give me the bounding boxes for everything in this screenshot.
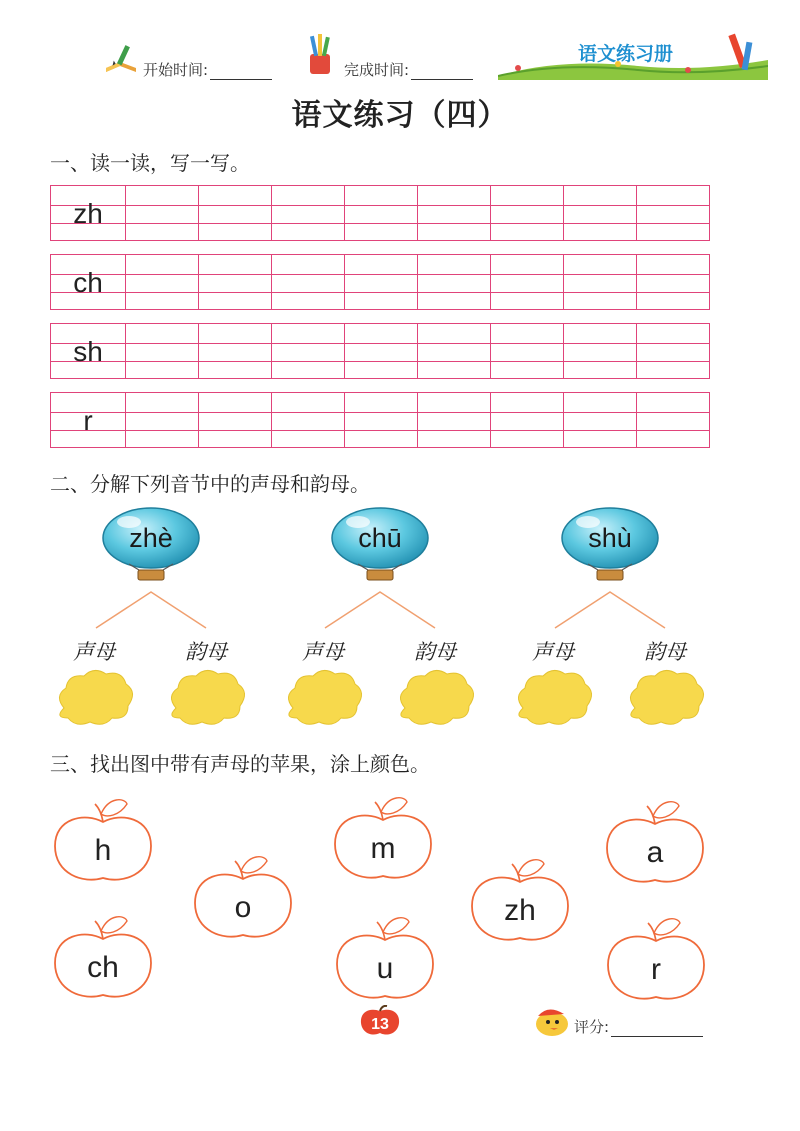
start-time-label: 开始时间: bbox=[143, 61, 209, 79]
apple-field bbox=[0, 780, 800, 1010]
grid-cell-divider bbox=[198, 324, 199, 378]
finish-time-label: 完成时间: bbox=[344, 61, 410, 79]
syllable-text: zhè bbox=[129, 523, 173, 553]
initial-label: 声母 bbox=[73, 640, 115, 664]
grid-row bbox=[50, 185, 710, 241]
grid-row-label: sh bbox=[73, 336, 103, 367]
chick-icon bbox=[530, 1002, 572, 1038]
syllable-balloon bbox=[562, 508, 658, 580]
grid-cell-divider bbox=[490, 324, 491, 378]
grid-cell-divider bbox=[417, 393, 418, 447]
grid-cell-divider bbox=[636, 393, 637, 447]
leaf-icon bbox=[653, 802, 679, 818]
initial-label: 声母 bbox=[532, 640, 574, 664]
answer-cloud[interactable] bbox=[518, 670, 591, 724]
grid-row-label: ch bbox=[73, 267, 103, 298]
grid-cell-divider bbox=[125, 255, 126, 309]
book-banner bbox=[498, 30, 768, 80]
apple[interactable] bbox=[608, 919, 704, 999]
grid-row bbox=[50, 323, 710, 379]
apple[interactable] bbox=[55, 917, 151, 997]
grid-cell-divider bbox=[490, 186, 491, 240]
answer-cloud[interactable] bbox=[400, 670, 473, 724]
answer-cloud[interactable] bbox=[171, 670, 244, 724]
syllable-diagram bbox=[0, 500, 800, 740]
grid-cell-divider bbox=[636, 255, 637, 309]
section1-heading: 一、读一读，写一写。 bbox=[50, 151, 250, 175]
apple-letter: zh bbox=[504, 894, 536, 927]
page-number-badge bbox=[358, 1005, 402, 1037]
grid-cell-divider bbox=[563, 186, 564, 240]
page-number: 13 bbox=[371, 1016, 389, 1033]
apple-letter: ch bbox=[87, 951, 119, 984]
grid-guide-line bbox=[51, 223, 709, 224]
grid-cell-divider bbox=[271, 324, 272, 378]
grid-guide-line bbox=[51, 430, 709, 431]
grid-cell-divider bbox=[125, 324, 126, 378]
book-label: 语文练习册 bbox=[578, 43, 674, 65]
branch-line bbox=[325, 592, 435, 628]
finish-time-field bbox=[344, 59, 473, 80]
grid-cell-divider bbox=[271, 393, 272, 447]
grid-cell-divider bbox=[344, 255, 345, 309]
start-time-field bbox=[143, 59, 272, 80]
finish-time-blank[interactable] bbox=[411, 65, 473, 80]
final-label: 韵母 bbox=[414, 640, 456, 664]
apple-letter: m bbox=[370, 832, 396, 865]
grid-row bbox=[50, 392, 710, 448]
grid-guide-line bbox=[51, 412, 709, 413]
score-blank[interactable] bbox=[611, 1022, 703, 1037]
leaf-icon bbox=[518, 860, 544, 876]
grid-row bbox=[50, 254, 710, 310]
grid-cell-divider bbox=[198, 255, 199, 309]
grid-cell-divider bbox=[125, 393, 126, 447]
grid-guide-line bbox=[51, 343, 709, 344]
apple-letter: u bbox=[376, 952, 394, 985]
branch-line bbox=[96, 592, 206, 628]
grid-row-label: r bbox=[83, 405, 93, 436]
grid-cell-divider bbox=[344, 324, 345, 378]
syllable-text: chū bbox=[358, 523, 402, 553]
final-label: 韵母 bbox=[644, 640, 686, 664]
leaf-icon bbox=[654, 919, 680, 935]
grid-cell-divider bbox=[563, 255, 564, 309]
grid-guide-line bbox=[51, 274, 709, 275]
leaf-icon bbox=[241, 857, 267, 873]
apple[interactable] bbox=[607, 802, 703, 882]
leaf-icon bbox=[101, 800, 127, 816]
grid-cell-divider bbox=[636, 324, 637, 378]
grid-cell-divider bbox=[563, 393, 564, 447]
syllable-balloon bbox=[332, 508, 428, 580]
score-field bbox=[574, 1016, 703, 1037]
section2-heading: 二、分解下列音节中的声母和韵母。 bbox=[50, 472, 370, 496]
final-label: 韵母 bbox=[185, 640, 227, 664]
grid-cell-divider bbox=[490, 255, 491, 309]
page-title: 语文练习（四） bbox=[291, 98, 509, 133]
grid-guide-line bbox=[51, 292, 709, 293]
grid-cell-divider bbox=[271, 186, 272, 240]
leaf-icon bbox=[381, 798, 407, 814]
apple-letter: a bbox=[646, 836, 664, 869]
grid-guide-line bbox=[51, 361, 709, 362]
pencil-cup-icon bbox=[301, 32, 337, 76]
grid-row-label: zh bbox=[73, 198, 103, 229]
initial-label: 声母 bbox=[302, 640, 344, 664]
grid-cell-divider bbox=[490, 393, 491, 447]
syllable-balloon bbox=[103, 508, 199, 580]
leaf-icon bbox=[383, 918, 409, 934]
grid-guide-line bbox=[51, 205, 709, 206]
apple-letter: h bbox=[94, 834, 112, 867]
apple[interactable] bbox=[337, 918, 433, 998]
grid-cell-divider bbox=[198, 186, 199, 240]
branch-line bbox=[555, 592, 665, 628]
grid-cell-divider bbox=[417, 186, 418, 240]
grid-cell-divider bbox=[417, 324, 418, 378]
grid-cell-divider bbox=[344, 186, 345, 240]
answer-cloud[interactable] bbox=[630, 670, 703, 724]
answer-cloud[interactable] bbox=[59, 670, 132, 724]
apple-letter: o bbox=[234, 891, 252, 924]
apple-letter: r bbox=[651, 953, 661, 986]
grid-cell-divider bbox=[271, 255, 272, 309]
section3-heading: 三、找出图中带有声母的苹果，涂上颜色。 bbox=[50, 752, 430, 776]
syllable-text: shù bbox=[588, 523, 632, 553]
grid-cell-divider bbox=[417, 255, 418, 309]
grid-cell-divider bbox=[125, 186, 126, 240]
score-label: 评分: bbox=[574, 1018, 610, 1036]
grid-cell-divider bbox=[198, 393, 199, 447]
apple[interactable] bbox=[472, 860, 568, 940]
apple[interactable] bbox=[195, 857, 291, 937]
grid-cell-divider bbox=[344, 393, 345, 447]
start-time-blank[interactable] bbox=[210, 65, 272, 80]
answer-cloud[interactable] bbox=[288, 670, 361, 724]
leaf-icon bbox=[101, 917, 127, 933]
apple[interactable] bbox=[335, 798, 431, 878]
grid-cell-divider bbox=[563, 324, 564, 378]
book-pencil-icon bbox=[103, 42, 139, 74]
grid-cell-divider bbox=[636, 186, 637, 240]
apple[interactable] bbox=[55, 800, 151, 880]
